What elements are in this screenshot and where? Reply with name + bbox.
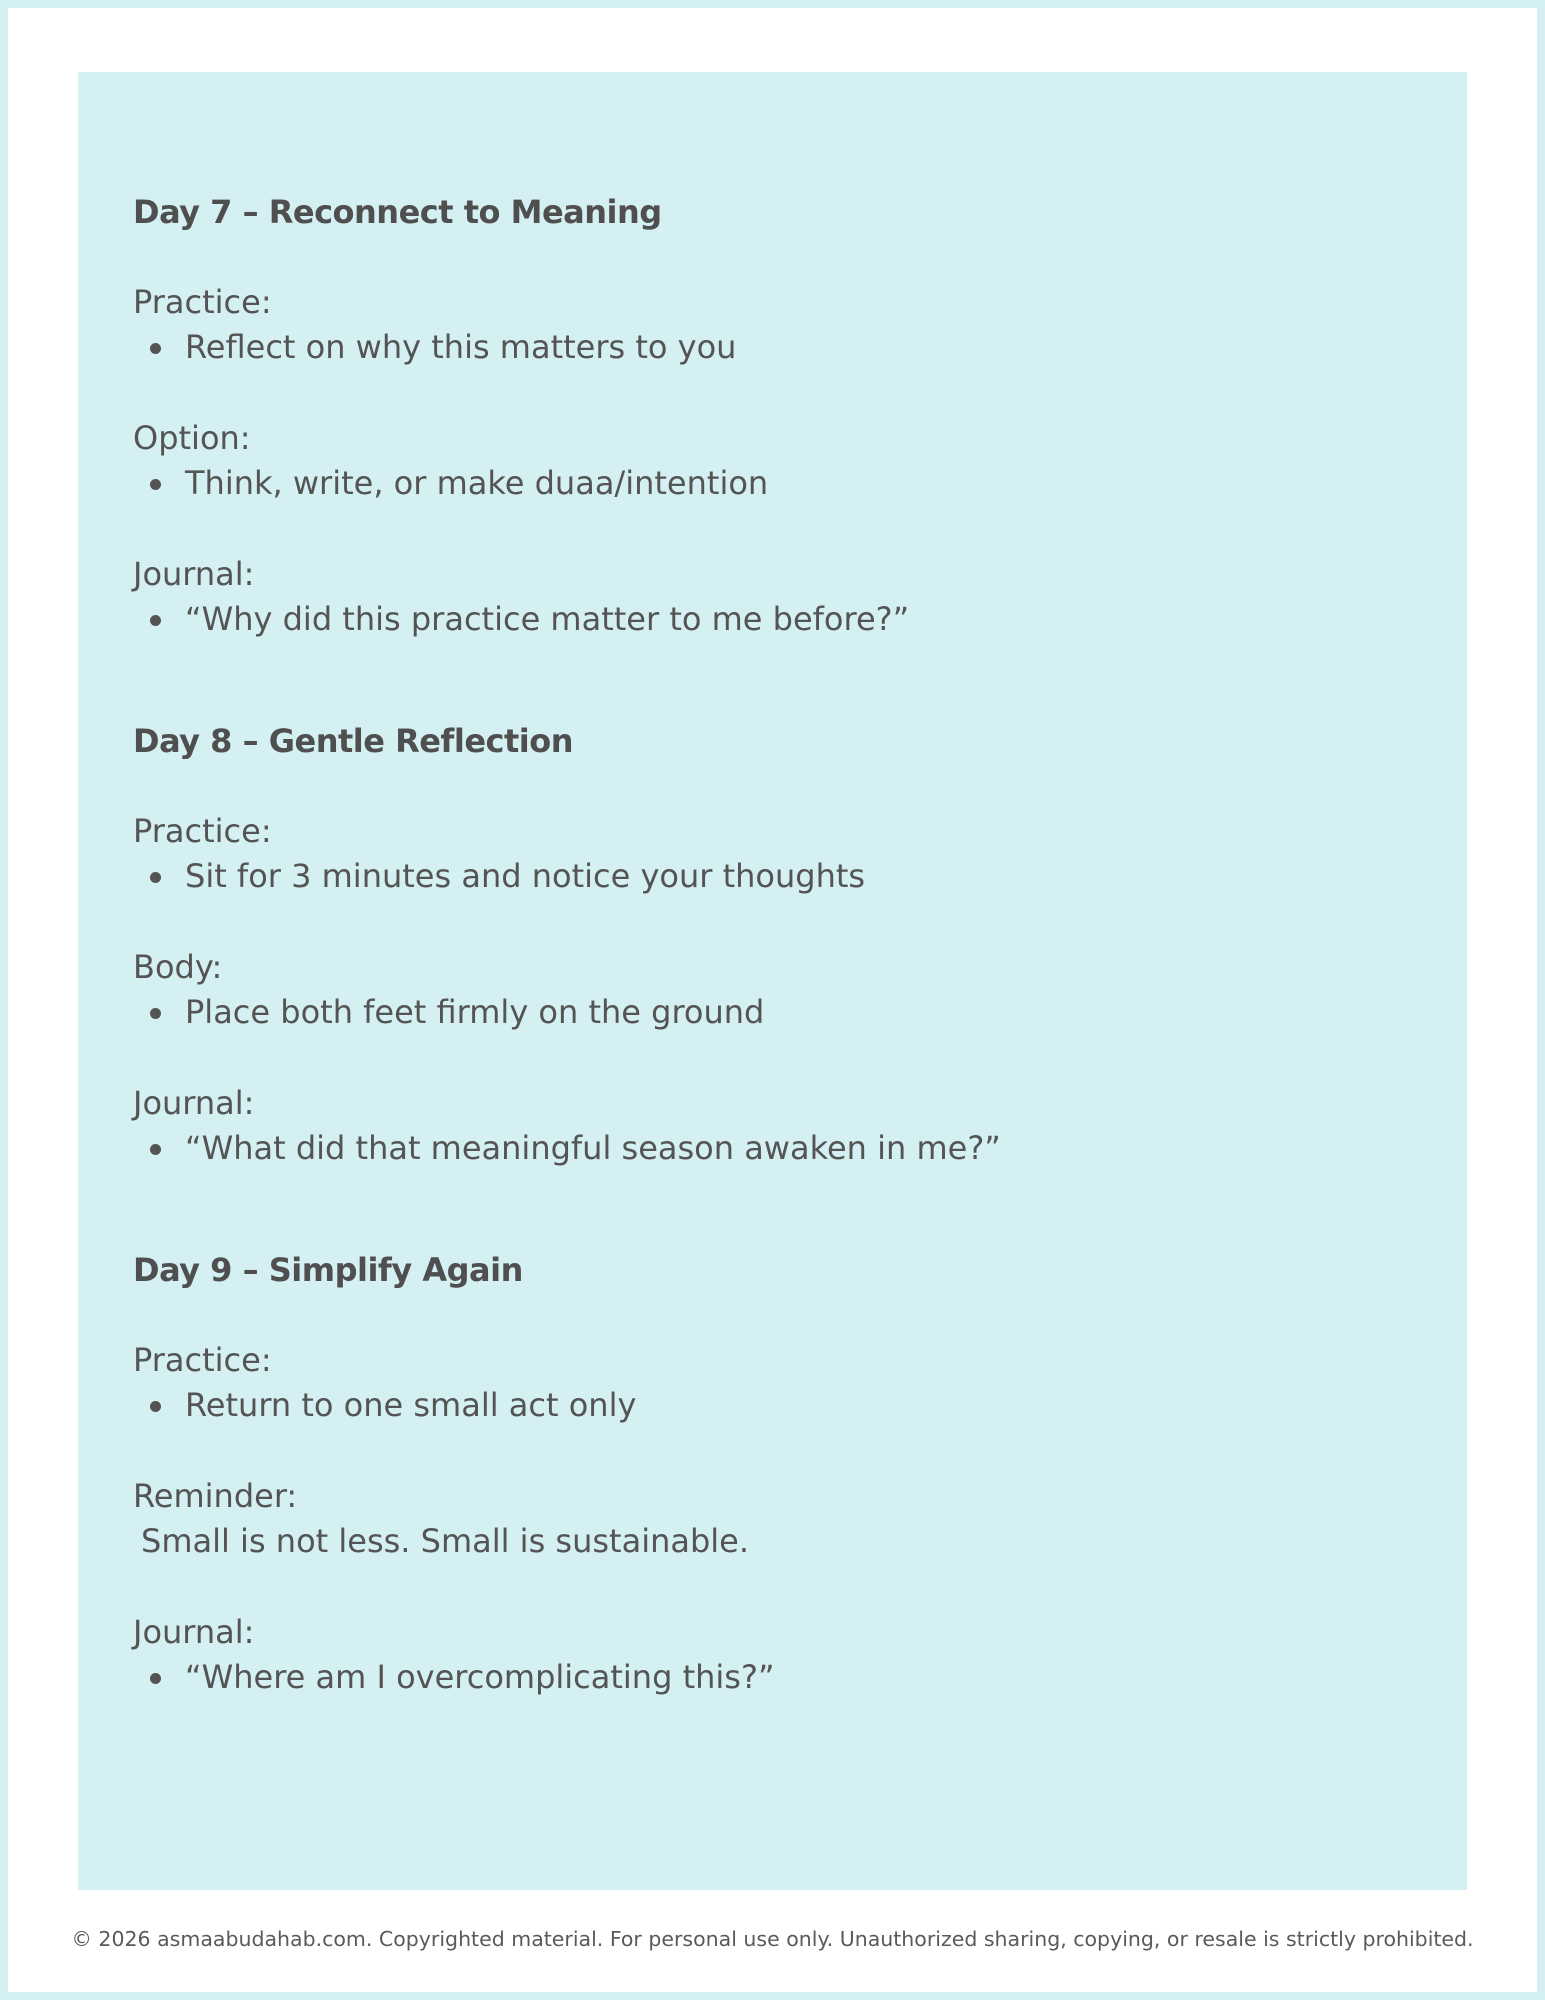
block-label: Journal: bbox=[133, 1613, 255, 1651]
list-item: Return to one small act only bbox=[133, 1383, 1433, 1428]
practice-block bbox=[133, 809, 1433, 899]
journal-block bbox=[133, 1610, 1433, 1700]
block-label: Practice: bbox=[133, 283, 272, 321]
journal-block bbox=[133, 1081, 1433, 1171]
bullet-list bbox=[133, 1655, 1433, 1700]
day-title: Day 7 – Reconnect to Meaning bbox=[133, 193, 662, 231]
list-item: Place both feet firmly on the ground bbox=[133, 990, 1433, 1035]
day-title: Day 9 – Simplify Again bbox=[133, 1251, 523, 1289]
day-section-7 bbox=[133, 190, 1433, 642]
list-item: Sit for 3 minutes and notice your thoughts bbox=[133, 854, 1433, 899]
list-item: “Where am I overcomplicating this?” bbox=[133, 1655, 1433, 1700]
day-title: Day 8 – Gentle Reflection bbox=[133, 722, 574, 760]
block-label: Practice: bbox=[133, 1341, 272, 1379]
page-sheet bbox=[8, 8, 1537, 1992]
reminder-text: Small is not less. Small is sustainable. bbox=[141, 1522, 750, 1560]
day-list bbox=[133, 190, 1433, 1777]
reminder-block bbox=[133, 1474, 1433, 1564]
practice-block bbox=[133, 280, 1433, 370]
list-item: Reflect on why this matters to you bbox=[133, 325, 1433, 370]
block-label: Journal: bbox=[133, 1084, 255, 1122]
practice-block bbox=[133, 1338, 1433, 1428]
block-label: Reminder: bbox=[133, 1477, 298, 1515]
copyright-footer: © 2026 asmaabudahab.com. Copyrighted material. For personal use only. Unauthorized sharing, copying, or resale is strictly prohibited. bbox=[71, 1927, 1474, 1951]
block-label: Body: bbox=[133, 948, 223, 986]
bullet-list bbox=[133, 325, 1433, 370]
bullet-list bbox=[133, 597, 1433, 642]
list-item: “Why did this practice matter to me before?” bbox=[133, 597, 1433, 642]
bullet-list bbox=[133, 854, 1433, 899]
journal-block bbox=[133, 552, 1433, 642]
bullet-list bbox=[133, 1383, 1433, 1428]
content-panel bbox=[78, 72, 1467, 1890]
block-label: Option: bbox=[133, 419, 251, 457]
day-section-8 bbox=[133, 719, 1433, 1171]
block-label: Journal: bbox=[133, 555, 255, 593]
bullet-list bbox=[133, 461, 1433, 506]
bullet-list bbox=[133, 990, 1433, 1035]
day-section-9 bbox=[133, 1248, 1433, 1700]
option-block bbox=[133, 416, 1433, 506]
body-block bbox=[133, 945, 1433, 1035]
list-item: “What did that meaningful season awaken in me?” bbox=[133, 1126, 1433, 1171]
bullet-list bbox=[133, 1126, 1433, 1171]
list-item: Think, write, or make duaa/intention bbox=[133, 461, 1433, 506]
block-label: Practice: bbox=[133, 812, 272, 850]
